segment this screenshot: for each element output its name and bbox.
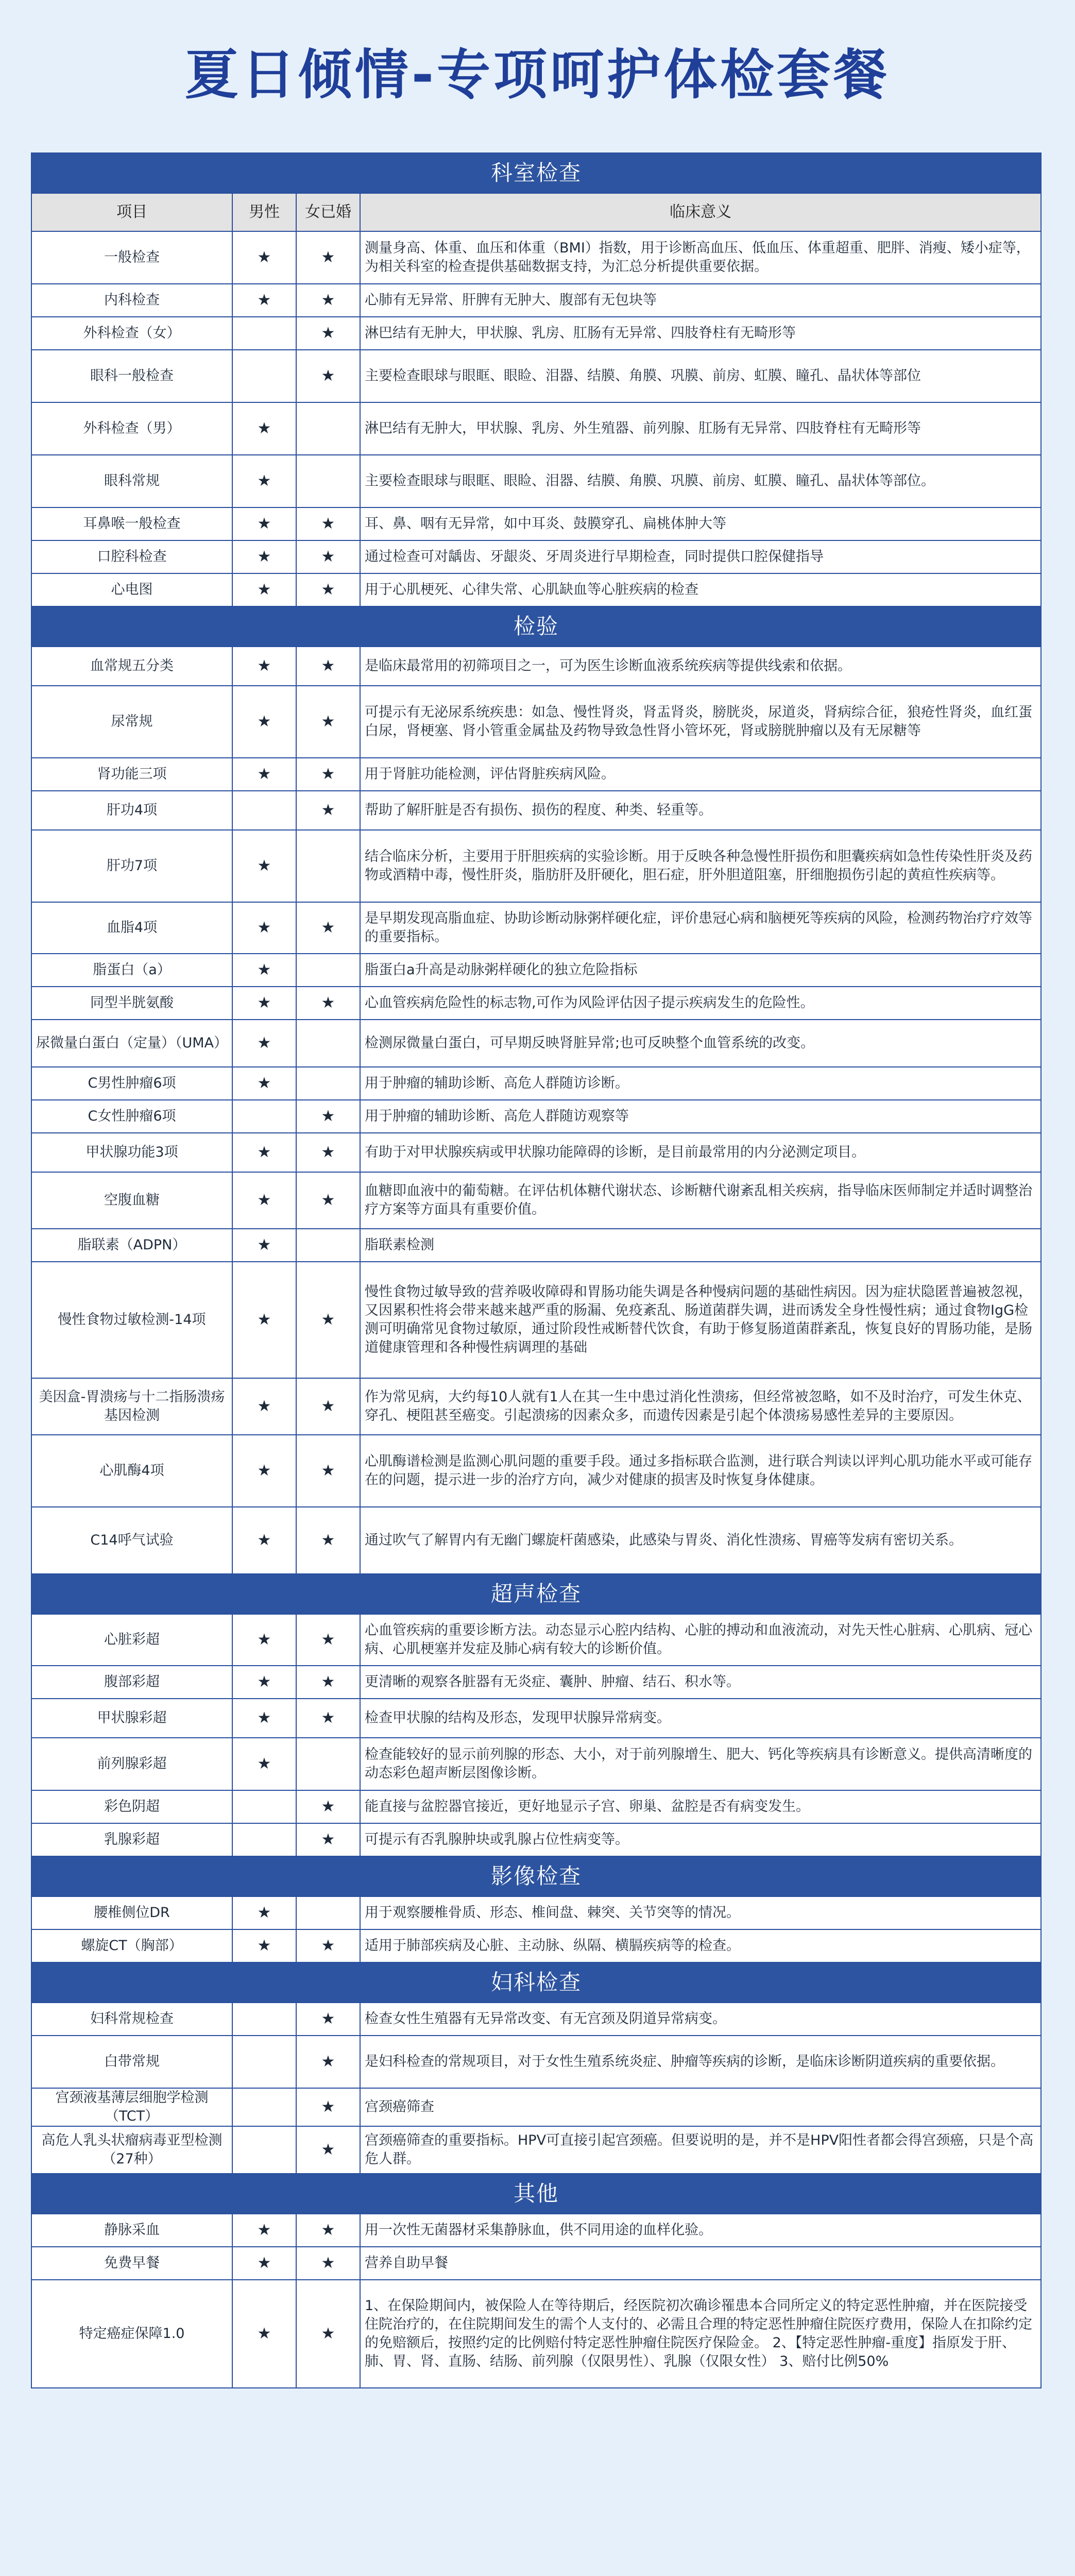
significance-cell: 结合临床分析，主要用于肝胆疾病的实验诊断。用于反映各种急慢性肝损伤和胆囊疾病如急性传染性肝炎及药物或酒精中毒，慢性肝炎，脂肪肝及肝硬化，胆石症，肝外胆道阻塞，肝细胞损伤引起的黄疸性疾病等。 — [360, 830, 1041, 902]
item-name-cell: 心脏彩超 — [31, 1614, 232, 1666]
significance-cell: 用一次性无菌器材采集静脉血，供不同用途的血样化验。 — [360, 2214, 1041, 2247]
male-star-cell — [232, 2036, 296, 2088]
significance-cell: 有助于对甲状腺疾病或甲状腺功能障碍的诊断，是目前最常用的内分泌测定项目。 — [360, 1133, 1041, 1172]
male-star-cell: ★ — [232, 1507, 296, 1574]
significance-cell: 可提示有无泌尿系统疾患：如急、慢性肾炎，肾盂肾炎，膀胱炎，尿道炎，肾病综合征，狼疮性肾炎，血红蛋白尿，肾梗塞、肾小管重金属盐及药物导致急性肾小管坏死，肾或膀胱肿瘤以及有无尿糖等 — [360, 686, 1041, 758]
table-row — [31, 1378, 1041, 1435]
table-row — [31, 2088, 1041, 2126]
female-star-cell: ★ — [296, 647, 360, 686]
table-row — [31, 758, 1041, 791]
significance-cell: 检测尿微量白蛋白，可早期反映肾脏异常;也可反映整个血管系统的改变。 — [360, 1020, 1041, 1067]
male-star-cell: ★ — [232, 830, 296, 902]
table-row — [31, 231, 1041, 284]
male-star-cell: ★ — [232, 573, 296, 606]
table-row — [31, 1020, 1041, 1067]
table-row — [31, 1067, 1041, 1100]
significance-cell: 心肺有无异常、肝脾有无肿大、腹部有无包块等 — [360, 284, 1041, 317]
page-title: 夏日倾情-专项呵护体检套餐 — [184, 43, 891, 106]
item-name-cell: 眼科常规 — [31, 455, 232, 507]
table-row — [31, 507, 1041, 540]
item-name-cell: 心肌酶4项 — [31, 1435, 232, 1507]
significance-cell: 宫颈癌筛查 — [360, 2088, 1041, 2126]
item-name-cell: 空腹血糖 — [31, 1172, 232, 1229]
item-name-cell: 宫颈液基薄层细胞学检测（TCT） — [31, 2088, 232, 2126]
female-star-cell: ★ — [296, 2126, 360, 2174]
significance-cell: 可提示有否乳腺肿块或乳腺占位性病变等。 — [360, 1823, 1041, 1856]
section-title: 妇科检查 — [31, 1962, 1041, 2003]
significance-cell: 宫颈癌筛查的重要指标。HPV可直接引起宫颈癌。但要说明的是，并不是HPV阳性者都会得宫颈癌，只是个高危人群。 — [360, 2126, 1041, 2174]
male-star-cell: ★ — [232, 231, 296, 284]
checkup-table-wrapper — [31, 152, 1040, 2388]
table-row — [31, 2247, 1041, 2280]
section-header — [31, 2174, 1041, 2214]
table-row — [31, 647, 1041, 686]
table-row — [31, 1738, 1041, 1790]
female-star-cell: ★ — [296, 2036, 360, 2088]
male-star-cell: ★ — [232, 1172, 296, 1229]
significance-cell: 检查女性生殖器有无异常改变、有无宫颈及阴道异常病变。 — [360, 2003, 1041, 2036]
item-name-cell: 外科检查（男） — [31, 402, 232, 455]
section-title: 影像检查 — [31, 1856, 1041, 1896]
male-star-cell — [232, 2126, 296, 2174]
item-name-cell: 内科检查 — [31, 284, 232, 317]
item-name-cell: 血常规五分类 — [31, 647, 232, 686]
table-row — [31, 2003, 1041, 2036]
section-title: 科室检查 — [31, 153, 1041, 193]
male-star-cell: ★ — [232, 2247, 296, 2280]
table-row — [31, 686, 1041, 758]
table-row — [31, 2214, 1041, 2247]
item-name-cell: 肝功4项 — [31, 791, 232, 830]
table-row — [31, 1507, 1041, 1574]
significance-cell: 1、在保险期间内，被保险人在等待期后，经医院初次确诊罹患本合同所定义的特定恶性肿瘤，并在医院接受住院治疗的，在住院期间发生的需个人支付的、必需且合理的特定恶性肿瘤住院医疗费用，保险人在扣除约定的免赔额后，按照约定的比例赔付特定恶性肿瘤住院医疗保险金。 2、【特定恶性肿瘤-重度】指原发于肝、肺、胃、肾、直肠、结肠、前列腺（仅限男性）、乳腺（仅限女性） 3、赔付比例50% — [360, 2280, 1041, 2388]
significance-cell: 测量身高、体重、血压和体重（BMI）指数，用于诊断高血压、低血压、体重超重、肥胖、消瘦、矮小症等，为相关科室的检查提供基础数据支持，为汇总分析提供重要依据。 — [360, 231, 1041, 284]
table-row — [31, 902, 1041, 954]
item-name-cell: C男性肿瘤6项 — [31, 1067, 232, 1100]
female-star-cell: ★ — [296, 1172, 360, 1229]
female-star-cell — [296, 1067, 360, 1100]
male-star-cell: ★ — [232, 902, 296, 954]
male-star-cell: ★ — [232, 402, 296, 455]
column-header-row — [31, 193, 1041, 231]
male-star-cell — [232, 2003, 296, 2036]
item-name-cell: 脂联素（ADPN） — [31, 1229, 232, 1262]
male-star-cell: ★ — [232, 686, 296, 758]
significance-cell: 是早期发现高脂血症、协助诊断动脉粥样硬化症，评价患冠心病和脑梗死等疾病的风险，检测药物治疗疗效等的重要指标。 — [360, 902, 1041, 954]
item-name-cell: 静脉采血 — [31, 2214, 232, 2247]
female-star-cell: ★ — [296, 902, 360, 954]
table-row — [31, 317, 1041, 350]
table-row — [31, 1896, 1041, 1929]
male-star-cell: ★ — [232, 1262, 296, 1378]
item-name-cell: 妇科常规检查 — [31, 2003, 232, 2036]
female-star-cell — [296, 1738, 360, 1790]
column-header-male: 男性 — [232, 193, 296, 231]
table-row — [31, 1435, 1041, 1507]
item-name-cell: 腰椎侧位DR — [31, 1896, 232, 1929]
female-star-cell: ★ — [296, 284, 360, 317]
section-header — [31, 1856, 1041, 1896]
male-star-cell: ★ — [232, 758, 296, 791]
item-name-cell: 心电图 — [31, 573, 232, 606]
table-row — [31, 954, 1041, 987]
female-star-cell: ★ — [296, 2214, 360, 2247]
table-row — [31, 1133, 1041, 1172]
section-title: 超声检查 — [31, 1574, 1041, 1614]
item-name-cell: 甲状腺彩超 — [31, 1699, 232, 1738]
male-star-cell: ★ — [232, 1614, 296, 1666]
table-row — [31, 402, 1041, 455]
checkup-table-body — [31, 153, 1041, 2388]
item-name-cell: 螺旋CT（胸部） — [31, 1929, 232, 1962]
table-row — [31, 1172, 1041, 1229]
male-star-cell: ★ — [232, 647, 296, 686]
significance-cell: 淋巴结有无肿大，甲状腺、乳房、肛肠有无异常、四肢脊柱有无畸形等 — [360, 317, 1041, 350]
table-row — [31, 830, 1041, 902]
female-star-cell: ★ — [296, 1790, 360, 1823]
male-star-cell: ★ — [232, 1067, 296, 1100]
significance-cell: 淋巴结有无肿大，甲状腺、乳房、外生殖器、前列腺、肛肠有无异常、四肢脊柱有无畸形等 — [360, 402, 1041, 455]
female-star-cell: ★ — [296, 507, 360, 540]
female-star-cell: ★ — [296, 2088, 360, 2126]
female-star-cell: ★ — [296, 758, 360, 791]
female-star-cell: ★ — [296, 1929, 360, 1962]
column-header-female: 女已婚 — [296, 193, 360, 231]
male-star-cell: ★ — [232, 954, 296, 987]
table-row — [31, 1790, 1041, 1823]
female-star-cell: ★ — [296, 2003, 360, 2036]
female-star-cell: ★ — [296, 573, 360, 606]
female-star-cell — [296, 954, 360, 987]
item-name-cell: 血脂4项 — [31, 902, 232, 954]
item-name-cell: 前列腺彩超 — [31, 1738, 232, 1790]
section-title: 其他 — [31, 2174, 1041, 2214]
female-star-cell — [296, 1020, 360, 1067]
table-row — [31, 573, 1041, 606]
section-header — [31, 1962, 1041, 2003]
item-name-cell: 肾功能三项 — [31, 758, 232, 791]
significance-cell: 心肌酶谱检测是监测心肌问题的重要手段。通过多指标联合监测，进行联合判读以评判心肌功能水平或可能存在的问题，提示进一步的治疗方向，减少对健康的损害及时恢复身体健康。 — [360, 1435, 1041, 1507]
item-name-cell: 眼科一般检查 — [31, 350, 232, 402]
table-row — [31, 1100, 1041, 1133]
female-star-cell: ★ — [296, 1666, 360, 1699]
table-row — [31, 540, 1041, 573]
significance-cell: 用于心肌梗死、心律失常、心肌缺血等心脏疾病的检查 — [360, 573, 1041, 606]
significance-cell: 主要检查眼球与眼眶、眼睑、泪器、结膜、角膜、巩膜、前房、虹膜、瞳孔、晶状体等部位。 — [360, 455, 1041, 507]
significance-cell: 作为常见病，大约每10人就有1人在其一生中患过消化性溃疡，但经常被忽略，如不及时治疗，可发生休克、穿孔、梗阻甚至癌变。引起溃疡的因素众多，而遗传因素是引起个体溃疡易感性差异的主要原因。 — [360, 1378, 1041, 1435]
table-row — [31, 455, 1041, 507]
male-star-cell: ★ — [232, 1929, 296, 1962]
female-star-cell — [296, 830, 360, 902]
table-row — [31, 284, 1041, 317]
table-row — [31, 2036, 1041, 2088]
item-name-cell: 同型半胱氨酸 — [31, 987, 232, 1020]
significance-cell: 用于观察腰椎骨质、形态、椎间盘、棘突、关节突等的情况。 — [360, 1896, 1041, 1929]
male-star-cell — [232, 1823, 296, 1856]
significance-cell: 用于肿瘤的辅助诊断、高危人群随访诊断。 — [360, 1067, 1041, 1100]
female-star-cell: ★ — [296, 350, 360, 402]
table-row — [31, 2126, 1041, 2174]
significance-cell: 检查能较好的显示前列腺的形态、大小，对于前列腺增生、肥大、钙化等疾病具有诊断意义。提供高清晰度的动态彩色超声断层图像诊断。 — [360, 1738, 1041, 1790]
item-name-cell: 白带常规 — [31, 2036, 232, 2088]
female-star-cell: ★ — [296, 1699, 360, 1738]
significance-cell: 营养自助早餐 — [360, 2247, 1041, 2280]
item-name-cell: 脂蛋白（a） — [31, 954, 232, 987]
female-star-cell — [296, 455, 360, 507]
item-name-cell: 高危人乳头状瘤病毒亚型检测（27种） — [31, 2126, 232, 2174]
item-name-cell: 耳鼻喉一般检查 — [31, 507, 232, 540]
table-row — [31, 791, 1041, 830]
male-star-cell: ★ — [232, 2280, 296, 2388]
item-name-cell: 乳腺彩超 — [31, 1823, 232, 1856]
item-name-cell: C女性肿瘤6项 — [31, 1100, 232, 1133]
table-row — [31, 1666, 1041, 1699]
male-star-cell: ★ — [232, 2214, 296, 2247]
female-star-cell: ★ — [296, 791, 360, 830]
male-star-cell — [232, 317, 296, 350]
male-star-cell: ★ — [232, 1435, 296, 1507]
female-star-cell: ★ — [296, 2247, 360, 2280]
significance-cell: 能直接与盆腔器官接近，更好地显示子宫、卵巢、盆腔是否有病变发生。 — [360, 1790, 1041, 1823]
male-star-cell: ★ — [232, 540, 296, 573]
significance-cell: 慢性食物过敏导致的营养吸收障碍和胃肠功能失调是各种慢病问题的基础性病因。因为症状隐匿普遍被忽视，又因累积性将会带来越来越严重的肠漏、免疫紊乱、肠道菌群失调，进而诱发全身性慢性病；通过食物IgG检测可明确常见食物过敏原，通过阶段性戒断替代饮食，有助于修复肠道菌群紊乱，恢复良好的胃肠功能，是肠道健康管理和各种慢性病调理的基础 — [360, 1262, 1041, 1378]
item-name-cell: 一般检查 — [31, 231, 232, 284]
male-star-cell — [232, 1100, 296, 1133]
male-star-cell: ★ — [232, 455, 296, 507]
item-name-cell: 免费早餐 — [31, 2247, 232, 2280]
table-row — [31, 1929, 1041, 1962]
significance-cell: 脂联素检测 — [360, 1229, 1041, 1262]
table-row — [31, 350, 1041, 402]
female-star-cell: ★ — [296, 1507, 360, 1574]
table-row — [31, 1699, 1041, 1738]
significance-cell: 主要检查眼球与眼眶、眼睑、泪器、结膜、角膜、巩膜、前房、虹膜、瞳孔、晶状体等部位 — [360, 350, 1041, 402]
item-name-cell: 甲状腺功能3项 — [31, 1133, 232, 1172]
male-star-cell: ★ — [232, 1896, 296, 1929]
column-header-item: 项目 — [31, 193, 232, 231]
significance-cell: 适用于肺部疾病及心脏、主动脉、纵隔、横膈疾病等的检查。 — [360, 1929, 1041, 1962]
female-star-cell: ★ — [296, 1378, 360, 1435]
female-star-cell: ★ — [296, 1133, 360, 1172]
male-star-cell: ★ — [232, 1133, 296, 1172]
item-name-cell: 特定癌症保障1.0 — [31, 2280, 232, 2388]
male-star-cell — [232, 2088, 296, 2126]
male-star-cell — [232, 791, 296, 830]
section-header — [31, 1574, 1041, 1614]
item-name-cell: 尿常规 — [31, 686, 232, 758]
female-star-cell — [296, 402, 360, 455]
male-star-cell: ★ — [232, 1229, 296, 1262]
significance-cell: 检查甲状腺的结构及形态，发现甲状腺异常病变。 — [360, 1699, 1041, 1738]
significance-cell: 更清晰的观察各脏器有无炎症、囊肿、肿瘤、结石、积水等。 — [360, 1666, 1041, 1699]
female-star-cell: ★ — [296, 540, 360, 573]
female-star-cell: ★ — [296, 2280, 360, 2388]
item-name-cell: 口腔科检查 — [31, 540, 232, 573]
female-star-cell — [296, 1896, 360, 1929]
item-name-cell: 肝功7项 — [31, 830, 232, 902]
table-row — [31, 1823, 1041, 1856]
significance-cell: 用于肾脏功能检测，评估肾脏疾病风险。 — [360, 758, 1041, 791]
table-row — [31, 2280, 1041, 2388]
male-star-cell: ★ — [232, 1699, 296, 1738]
section-title: 检验 — [31, 606, 1041, 647]
significance-cell: 心血管疾病危险性的标志物,可作为风险评估因子提示疾病发生的危险性。 — [360, 987, 1041, 1020]
section-header — [31, 606, 1041, 647]
item-name-cell: 腹部彩超 — [31, 1666, 232, 1699]
significance-cell: 通过吹气了解胃内有无幽门螺旋杆菌感染，此感染与胃炎、消化性溃疡、胃癌等发病有密切关系。 — [360, 1507, 1041, 1574]
female-star-cell: ★ — [296, 686, 360, 758]
male-star-cell: ★ — [232, 507, 296, 540]
significance-cell: 是妇科检查的常规项目，对于女性生殖系统炎症、肿瘤等疾病的诊断，是临床诊断阴道疾病的重要依据。 — [360, 2036, 1041, 2088]
female-star-cell: ★ — [296, 1100, 360, 1133]
female-star-cell — [296, 1229, 360, 1262]
male-star-cell — [232, 350, 296, 402]
checkup-table — [31, 152, 1042, 2388]
male-star-cell: ★ — [232, 1378, 296, 1435]
significance-cell: 血糖即血液中的葡萄糖。在评估机体糖代谢状态、诊断糖代谢紊乱相关疾病，指导临床医师制定并适时调整治疗方案等方面具有重要价值。 — [360, 1172, 1041, 1229]
male-star-cell — [232, 1790, 296, 1823]
significance-cell: 脂蛋白a升高是动脉粥样硬化的独立危险指标 — [360, 954, 1041, 987]
female-star-cell: ★ — [296, 987, 360, 1020]
female-star-cell: ★ — [296, 231, 360, 284]
female-star-cell: ★ — [296, 1614, 360, 1666]
male-star-cell: ★ — [232, 284, 296, 317]
item-name-cell: 美因盒-胃溃疡与十二指肠溃疡基因检测 — [31, 1378, 232, 1435]
significance-cell: 耳、鼻、咽有无异常，如中耳炎、鼓膜穿孔、扁桃体肿大等 — [360, 507, 1041, 540]
significance-cell: 用于肿瘤的辅助诊断、高危人群随访观察等 — [360, 1100, 1041, 1133]
female-star-cell: ★ — [296, 1262, 360, 1378]
male-star-cell: ★ — [232, 987, 296, 1020]
significance-cell: 心血管疾病的重要诊断方法。动态显示心腔内结构、心脏的搏动和血液流动，对先天性心脏病、心肌病、冠心病、心肌梗塞并发症及肺心病有较大的诊断价值。 — [360, 1614, 1041, 1666]
table-row — [31, 1614, 1041, 1666]
item-name-cell: 彩色阴超 — [31, 1790, 232, 1823]
significance-cell: 通过检查可对龋齿、牙龈炎、牙周炎进行早期检查，同时提供口腔保健指导 — [360, 540, 1041, 573]
item-name-cell: 尿微量白蛋白（定量）（UMA） — [31, 1020, 232, 1067]
item-name-cell: C14呼气试验 — [31, 1507, 232, 1574]
female-star-cell: ★ — [296, 317, 360, 350]
male-star-cell: ★ — [232, 1666, 296, 1699]
male-star-cell: ★ — [232, 1020, 296, 1067]
item-name-cell: 慢性食物过敏检测-14项 — [31, 1262, 232, 1378]
table-row — [31, 1229, 1041, 1262]
column-header-significance: 临床意义 — [360, 193, 1041, 231]
female-star-cell: ★ — [296, 1435, 360, 1507]
section-header — [31, 153, 1041, 193]
significance-cell: 帮助了解肝脏是否有损伤、损伤的程度、种类、轻重等。 — [360, 791, 1041, 830]
table-row — [31, 987, 1041, 1020]
male-star-cell: ★ — [232, 1738, 296, 1790]
female-star-cell: ★ — [296, 1823, 360, 1856]
significance-cell: 是临床最常用的初筛项目之一，可为医生诊断血液系统疾病等提供线索和依据。 — [360, 647, 1041, 686]
table-row — [31, 1262, 1041, 1378]
item-name-cell: 外科检查（女） — [31, 317, 232, 350]
